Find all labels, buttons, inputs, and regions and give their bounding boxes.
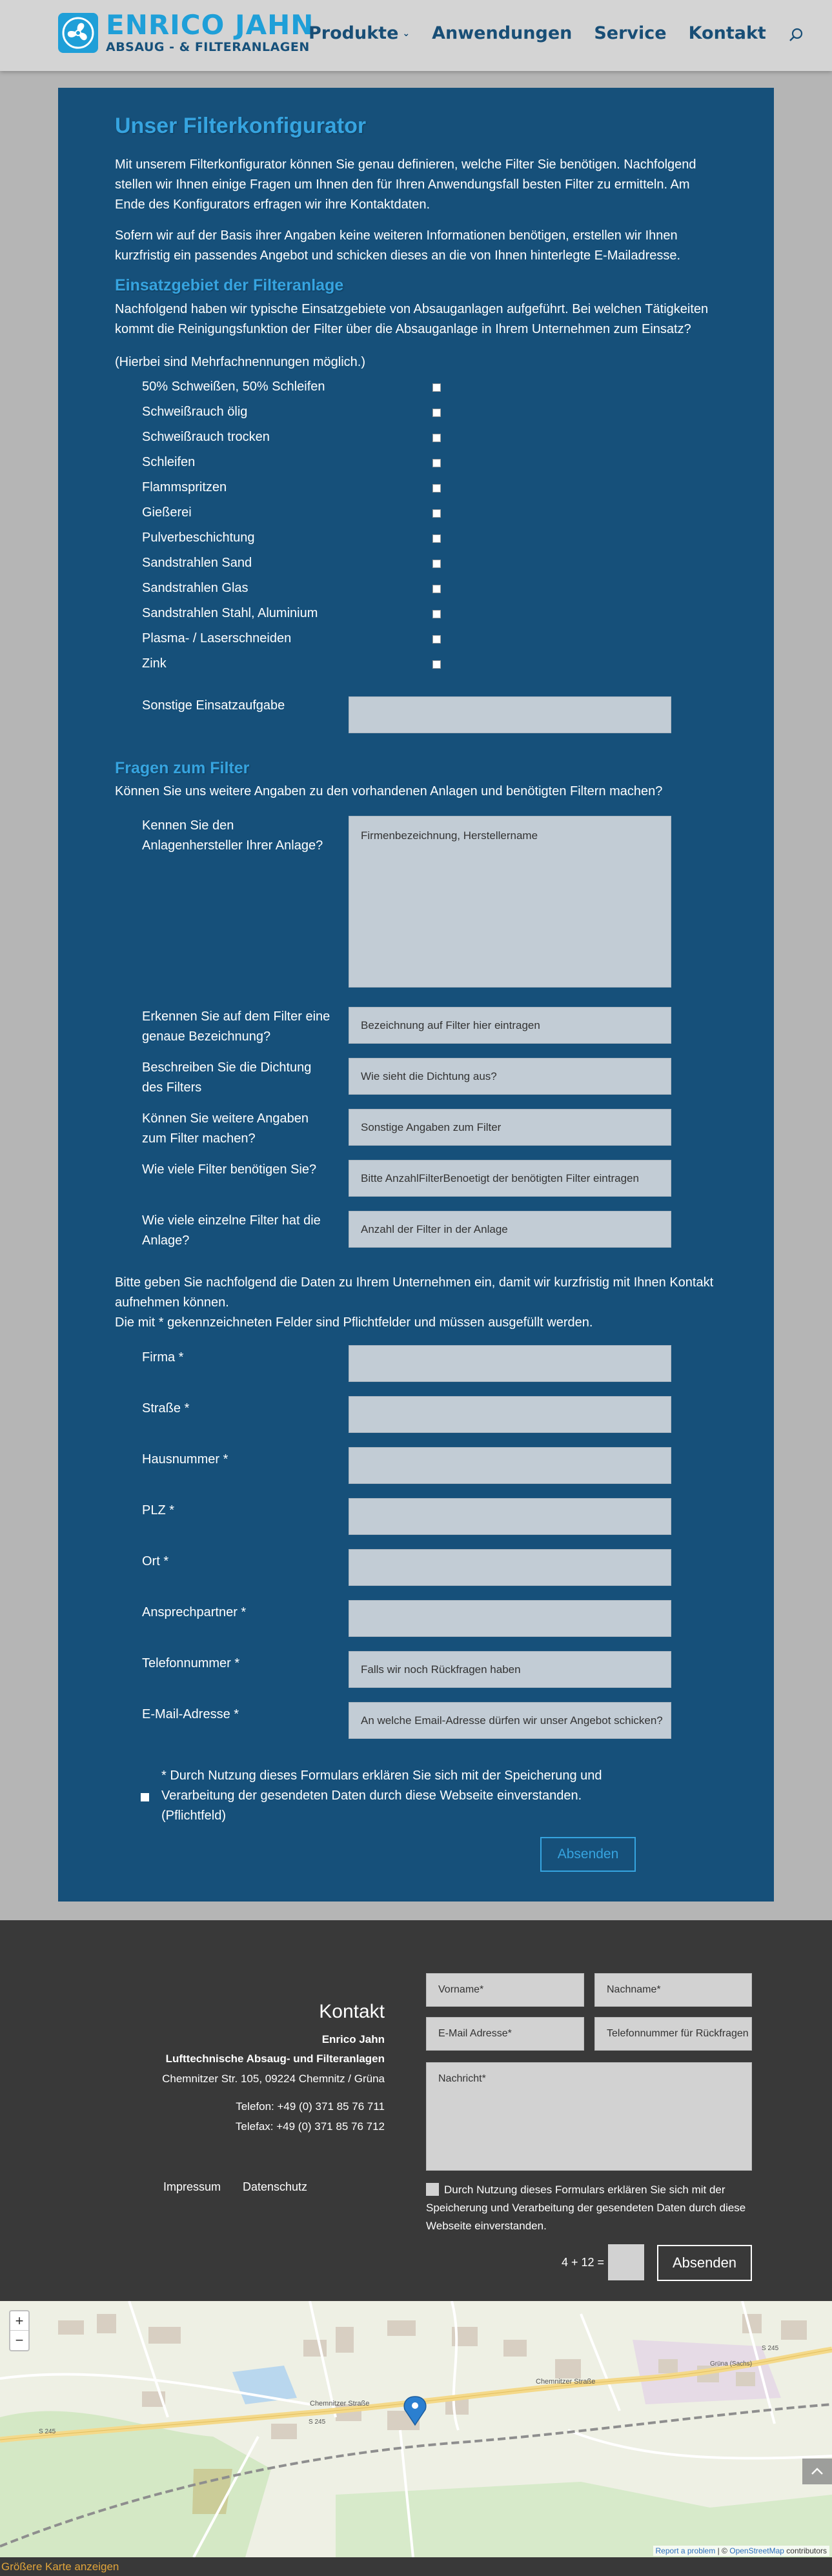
company-description: Lufttechnische Absaug- und Filteranlagen [165,2053,385,2065]
nav-label: Kontakt [688,23,766,43]
manufacturer-textarea[interactable]: Firmenbezeichnung, Herstellername [349,816,671,988]
contact-intro: Bitte geben Sie nachfolgend die Daten zu Ihrem Unternehmen ein, damit wir kurzfristig mit Ihnen Kontakt aufnehmen können. [115,1275,714,1310]
section-title-usage: Einsatzgebiet der Filteranlage [115,276,344,294]
captcha-question: 4 + 12 = [562,2256,605,2269]
captcha-input[interactable] [608,2244,644,2280]
application-option [142,525,374,551]
application-checkbox[interactable] [432,560,441,568]
application-option [142,601,374,626]
map-canvas[interactable] [0,2301,832,2557]
filter-quantity-field[interactable]: Bitte AnzahlFilterBenoetigt der benötigten Filter eintragen [349,1160,671,1197]
logo-subtitle: ABSAUG - & FILTERANLAGEN [106,40,310,54]
footer-submit-button[interactable]: Absenden [657,2245,752,2281]
report-problem-link[interactable]: Report a problem [655,2546,716,2555]
footer-title: Kontakt [319,2001,385,2022]
application-label: Pulverbeschichtung [142,531,255,545]
footer-consent-text: Durch Nutzung dieses Formulars erklären Sie sich mit der Speicherung und Verarbeitung der gesendeten Daten durch diese Webseite einverstanden. [426,2184,746,2232]
zoom-out-button[interactable]: − [15,2332,24,2348]
contact-field-label: Telefonnummer * [142,1656,240,1670]
map-link-bar [0,2557,832,2576]
application-label: Schweißrauch trocken [142,430,270,444]
required-hint: Die mit * gekennzeichneten Felder sind Pflichtfelder und müssen ausgefüllt werden. [115,1315,593,1330]
application-checkbox[interactable] [432,484,441,492]
filter-details-field[interactable]: Sonstige Angaben zum Filter [349,1109,671,1146]
consent-row [142,1766,645,1826]
message-field[interactable]: Nachricht* [426,2062,752,2171]
map-street-label: Chemnitzer Straße [310,2400,370,2408]
filter-configurator-form [58,88,774,1902]
application-checkbox[interactable] [432,383,441,392]
logo-name: ENRICO JAHN [106,9,314,41]
application-option [142,651,374,676]
contact-field-label: PLZ * [142,1503,175,1517]
contact-field-label: Firma * [142,1350,184,1364]
application-label: Sandstrahlen Stahl, Aluminium [142,606,318,620]
application-option [142,626,374,651]
footer-link-datenschutz[interactable]: Datenschutz [243,2180,308,2193]
question-label: Wie viele Filter benötigen Sie? [142,1162,317,1177]
map-street-label-2: Chemnitzer Straße [536,2378,596,2386]
map-road-label-2: S 245 [309,2419,326,2426]
other-usage-field[interactable] [349,696,671,733]
application-checkbox[interactable] [432,610,441,618]
form-title: Unser Filterkonfigurator [115,114,367,138]
contact-field-input[interactable]: An welche Email-Adresse dürfen wir unser Angebot schicken? [349,1702,671,1739]
contact-field-input[interactable] [349,1345,671,1382]
contact-field-input[interactable] [349,1447,671,1484]
contact-field-label: E-Mail-Adresse * [142,1707,239,1721]
contact-field-input[interactable] [349,1396,671,1433]
application-option [142,400,374,425]
application-checkbox[interactable] [432,434,441,442]
application-label: Gießerei [142,505,192,520]
nav-item-service[interactable] [594,23,666,43]
chevron-down-icon: ⌄ [402,28,411,39]
section-text-usage: Nachfolgend haben wir typische Einsatzgebiete von Absauganlagen aufgeführt. Bei welchen Tätigkeiten kommt die Reinigungsfunktion der Filter über die Absauganlage in Ihrem Unternehmen zum Einsatz? [115,302,709,336]
application-checkbox[interactable] [432,409,441,417]
application-label: Schleifen [142,455,196,469]
logo[interactable] [58,9,314,54]
main-nav [309,23,804,43]
firstname-field[interactable]: Vorname* [426,1973,584,2007]
section-text-filter: Können Sie uns weitere Angaben zu den vorhandenen Anlagen und benötigten Filtern machen? [115,784,663,798]
question-label: Wie viele einzelne Filter hat die Anlage? [142,1213,321,1248]
question-label: Kennen Sie den Anlagenhersteller Ihrer Anlage? [142,818,323,853]
nav-item-anwendungen[interactable] [432,23,572,43]
application-label: 50% Schweißen, 50% Schleifen [142,380,325,394]
search-icon[interactable] [788,27,804,43]
application-label: Plasma- / Laserschneiden [142,631,292,645]
submit-button[interactable]: Absenden [540,1837,636,1872]
map[interactable] [0,2301,832,2557]
nav-item-produkte[interactable] [309,23,410,43]
chevron-up-icon [802,2459,832,2484]
section-title-filter: Fragen zum Filter [115,759,250,777]
application-option [142,576,374,601]
filter-count-field[interactable]: Anzahl der Filter in der Anlage [349,1211,671,1248]
copyright-symbol: © [722,2546,727,2555]
intro-text-2: Sofern wir auf der Basis ihrer Angaben keine weiteren Informationen benötigen, erstellen wir Ihnen kurzfristig ein passendes Angebot und schicken dieses an die von Ihnen hinterlegte E-Mailadresse. [115,228,681,263]
filter-designation-field[interactable]: Bezeichnung auf Filter hier eintragen [349,1007,671,1044]
contact-field-input[interactable] [349,1549,671,1586]
application-checkbox[interactable] [432,534,441,543]
application-label: Zink [142,656,167,671]
intro-text: Mit unserem Filterkonfigurator können Sie genau definieren, welche Filter Sie benötigen. Nachfolgend stellen wir Ihnen einige Fragen um Ihnen den für Ihren Anwendungsfall besten Filter zu ermitteln. Am Ende des Konfigurators erfragen wir ihre Kontaktdaten. [115,157,696,212]
contact-field-label: Straße * [142,1401,190,1415]
zoom-control [9,2310,30,2351]
attribution-contributors: contributors [786,2546,827,2555]
contact-field-label: Hausnummer * [142,1452,228,1466]
osm-link[interactable]: OpenStreetMap [729,2546,784,2555]
application-checkbox[interactable] [432,635,441,644]
application-option [142,500,374,525]
map-place-label: Grüna (Sachs) [710,2360,753,2368]
zoom-in-button[interactable]: + [10,2311,28,2331]
company-phone: Telefon: +49 (0) 371 85 76 711 [236,2100,385,2113]
map-attribution [653,2546,829,2556]
consent-text: * Durch Nutzung dieses Formulars erklären Sie sich mit der Speicherung und Verarbeitung der gesendeten Daten durch diese Webseite einverstanden. (Pflichtfeld) [161,1769,602,1823]
application-option [142,374,374,400]
application-label: Schweißrauch ölig [142,405,248,419]
question-label: Beschreiben Sie die Dichtung des Filters [142,1060,312,1095]
nav-label: Anwendungen [432,23,573,43]
phone-field[interactable]: Telefonnummer für Rückfragen [594,2017,752,2051]
email-field[interactable]: E-Mail Adresse* [426,2017,584,2051]
contact-field-input[interactable] [349,1600,671,1637]
larger-map-link[interactable]: Größere Karte anzeigen [1,2561,119,2573]
contact-field-input[interactable] [349,1498,671,1535]
site-footer [0,1920,832,2301]
contact-field-label: Ansprechpartner * [142,1605,247,1619]
map-road-label-3: S 245 [39,2428,56,2435]
attribution-separator: | [717,2546,720,2555]
lastname-field[interactable]: Nachname* [594,1973,752,2007]
company-address: Chemnitzer Str. 105, 09224 Chemnitz / Grüna [162,2073,385,2085]
nav-item-kontakt[interactable] [689,23,766,43]
application-checkbox[interactable] [432,660,441,669]
site-header [0,0,832,71]
map-road-label: S 245 [762,2345,779,2352]
application-checkbox[interactable] [432,459,441,467]
fan-logo-icon [58,13,98,53]
contact-field-label: Ort * [142,1554,169,1568]
application-option [142,551,374,576]
question-label: Können Sie weitere Angaben zum Filter machen? [142,1111,309,1146]
contact-field-input[interactable]: Falls wir noch Rückfragen haben [349,1651,671,1688]
application-option [142,425,374,450]
application-checkbox[interactable] [432,585,441,593]
section-hint: (Hierbei sind Mehrfachnennungen möglich.) [115,355,365,369]
application-label: Sandstrahlen Sand [142,556,252,570]
company-name: Enrico Jahn [321,2033,385,2045]
other-usage-label: Sonstige Einsatzaufgabe [142,698,285,713]
logo-text [106,9,314,54]
application-checkbox[interactable] [432,509,441,518]
application-option [142,475,374,500]
nav-label: Service [594,23,667,43]
consent-checkbox[interactable] [141,1793,149,1801]
scroll-top-button[interactable] [802,2459,832,2484]
application-option [142,450,374,475]
question-label: Erkennen Sie auf dem Filter eine genaue Bezeichnung? [142,1009,330,1044]
nav-label: Produkte [309,23,399,43]
application-label: Flammspritzen [142,480,227,494]
application-label: Sandstrahlen Glas [142,581,249,595]
company-fax: Telefax: +49 (0) 371 85 76 712 [235,2120,385,2133]
seal-description-field[interactable]: Wie sieht die Dichtung aus? [349,1058,671,1095]
footer-link-impressum[interactable]: Impressum [163,2180,221,2193]
